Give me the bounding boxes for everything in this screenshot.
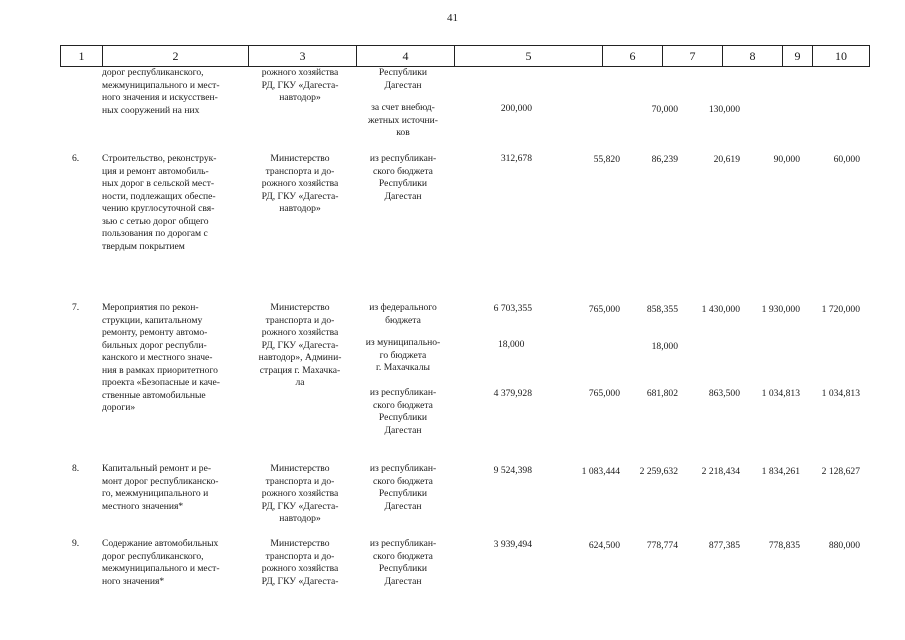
row-8-name: Капитальный ремонт и ре- монт дорог республиканско- го, межмуниципального и местного значения*	[102, 463, 219, 512]
row-7-republican-value-10: 1 034,813	[821, 388, 860, 399]
continuation-executor: рожного хозяйства РД, ГКУ «Дагеста- навтодор»	[261, 67, 339, 103]
header-col-3: 3	[248, 46, 356, 66]
header-col-2: 2	[102, 46, 248, 66]
row-6-value-5: 312,678	[500, 153, 532, 164]
continuation-source-1: Республики Дагестан	[378, 67, 428, 91]
row-7-federal-value-9: 1 930,000	[761, 304, 800, 315]
row-7-republican-value-6: 765,000	[588, 388, 620, 399]
row-6-name: Строительство, реконструк- ция и ремонт автомобиль- ных дорог в сельской мест- ности, подлежащих обеспе- чению круглосуточной свя- зью с сетью дорог общего пользования по дорогам с твердым покрытием	[102, 153, 217, 252]
row-9-name: Содержание автомобильных дорог республиканского, межмуниципального и мест- ного значения*	[102, 538, 220, 587]
row-8-value-6: 1 083,444	[581, 466, 620, 477]
row-9-value-10: 880,000	[828, 540, 860, 551]
row-7-republican-value-8: 863,500	[708, 388, 740, 399]
continuation-value-5: 200,000	[500, 103, 532, 114]
row-8-value-10: 2 128,627	[821, 466, 860, 477]
row-6-number: 6.	[72, 153, 80, 164]
row-7-federal-value-8: 1 430,000	[701, 304, 740, 315]
row-6-value-10: 60,000	[833, 154, 860, 165]
row-7-number: 7.	[72, 302, 80, 313]
row-8-number: 8.	[72, 463, 80, 474]
row-8-value-5: 9 524,398	[493, 465, 532, 476]
row-9-value-5: 3 939,494	[493, 539, 532, 550]
header-col-7: 7	[662, 46, 722, 66]
continuation-source-2: за счет внебюд- жетных источни- ков	[367, 102, 439, 138]
row-8-value-9: 1 834,261	[761, 466, 800, 477]
row-7-republican-value-5: 4 379,928	[493, 388, 532, 399]
row-8-value-7: 2 259,632	[639, 466, 678, 477]
row-6-value-9: 90,000	[773, 154, 800, 165]
row-7-federal-value-10: 1 720,000	[821, 304, 860, 315]
row-6-source: из республикан- ского бюджета Республики Дагестан	[369, 153, 437, 202]
header-col-4: 4	[356, 46, 454, 66]
row-6-value-8: 20,619	[713, 154, 740, 165]
table-header-row	[60, 45, 870, 67]
header-col-1: 1	[60, 46, 102, 66]
row-7-republican-value-9: 1 034,813	[761, 388, 800, 399]
row-9-value-6: 624,500	[588, 540, 620, 551]
row-6-executor: Министерство транспорта и до- рожного хозяйства РД, ГКУ «Дагеста- навтодор»	[261, 153, 339, 214]
page-number: 41	[447, 12, 458, 24]
row-9-number: 9.	[72, 538, 80, 549]
row-8-value-8: 2 218,434	[701, 466, 740, 477]
row-7-name: Мероприятия по рекон- струкции, капитальному ремонту, ремонту автомо- бильных дорог республи- канского и местного значе- ния в рамках приоритетного проекта «Безопасные и каче- ственные автомобильные дороги»	[102, 302, 220, 413]
header-col-6: 6	[602, 46, 662, 66]
row-9-value-8: 877,385	[708, 540, 740, 551]
row-7-federal-value-7: 858,355	[646, 304, 678, 315]
row-7-municipal-value-7: 18,000	[651, 341, 678, 352]
row-7-republican-value-7: 681,802	[646, 388, 678, 399]
row-9-source: из республикан- ского бюджета Республики Дагестан	[369, 538, 437, 587]
continuation-value-7: 70,000	[651, 104, 678, 115]
row-7-federal-value-6: 765,000	[588, 304, 620, 315]
continuation-value-8: 130,000	[708, 104, 740, 115]
continuation-name: дорог республиканского, межмуниципального и мест- ного значения и искусствен- ных сооружений на них	[102, 67, 220, 116]
row-9-value-9: 778,835	[768, 540, 800, 551]
row-9-value-7: 778,774	[646, 540, 678, 551]
header-col-9: 9	[782, 46, 812, 66]
row-7-federal-value-5: 6 703,355	[493, 303, 532, 314]
row-6-value-6: 55,820	[593, 154, 620, 165]
row-6-value-7: 86,239	[651, 154, 678, 165]
row-7-executor: Министерство транспорта и до- рожного хозяйства РД, ГКУ «Дагеста- навтодор», Админи- страция г. Махачка- ла	[258, 302, 342, 388]
row-8-source: из республикан- ского бюджета Республики Дагестан	[369, 463, 437, 512]
row-7-source-municipal: из муниципально- го бюджета г. Махачкалы	[365, 337, 441, 373]
row-7-municipal-value-5: 18,000	[498, 339, 525, 350]
row-9-executor: Министерство транспорта и до- рожного хозяйства РД, ГКУ «Дагеста-	[261, 538, 339, 587]
row-7-source-federal: из федерального бюджета	[369, 302, 437, 326]
header-col-5: 5	[454, 46, 602, 66]
header-col-8: 8	[722, 46, 782, 66]
header-col-10: 10	[812, 46, 870, 66]
row-7-source-republican: из республикан- ского бюджета Республики Дагестан	[369, 387, 437, 436]
row-8-executor: Министерство транспорта и до- рожного хозяйства РД, ГКУ «Дагеста- навтодор»	[261, 463, 339, 524]
